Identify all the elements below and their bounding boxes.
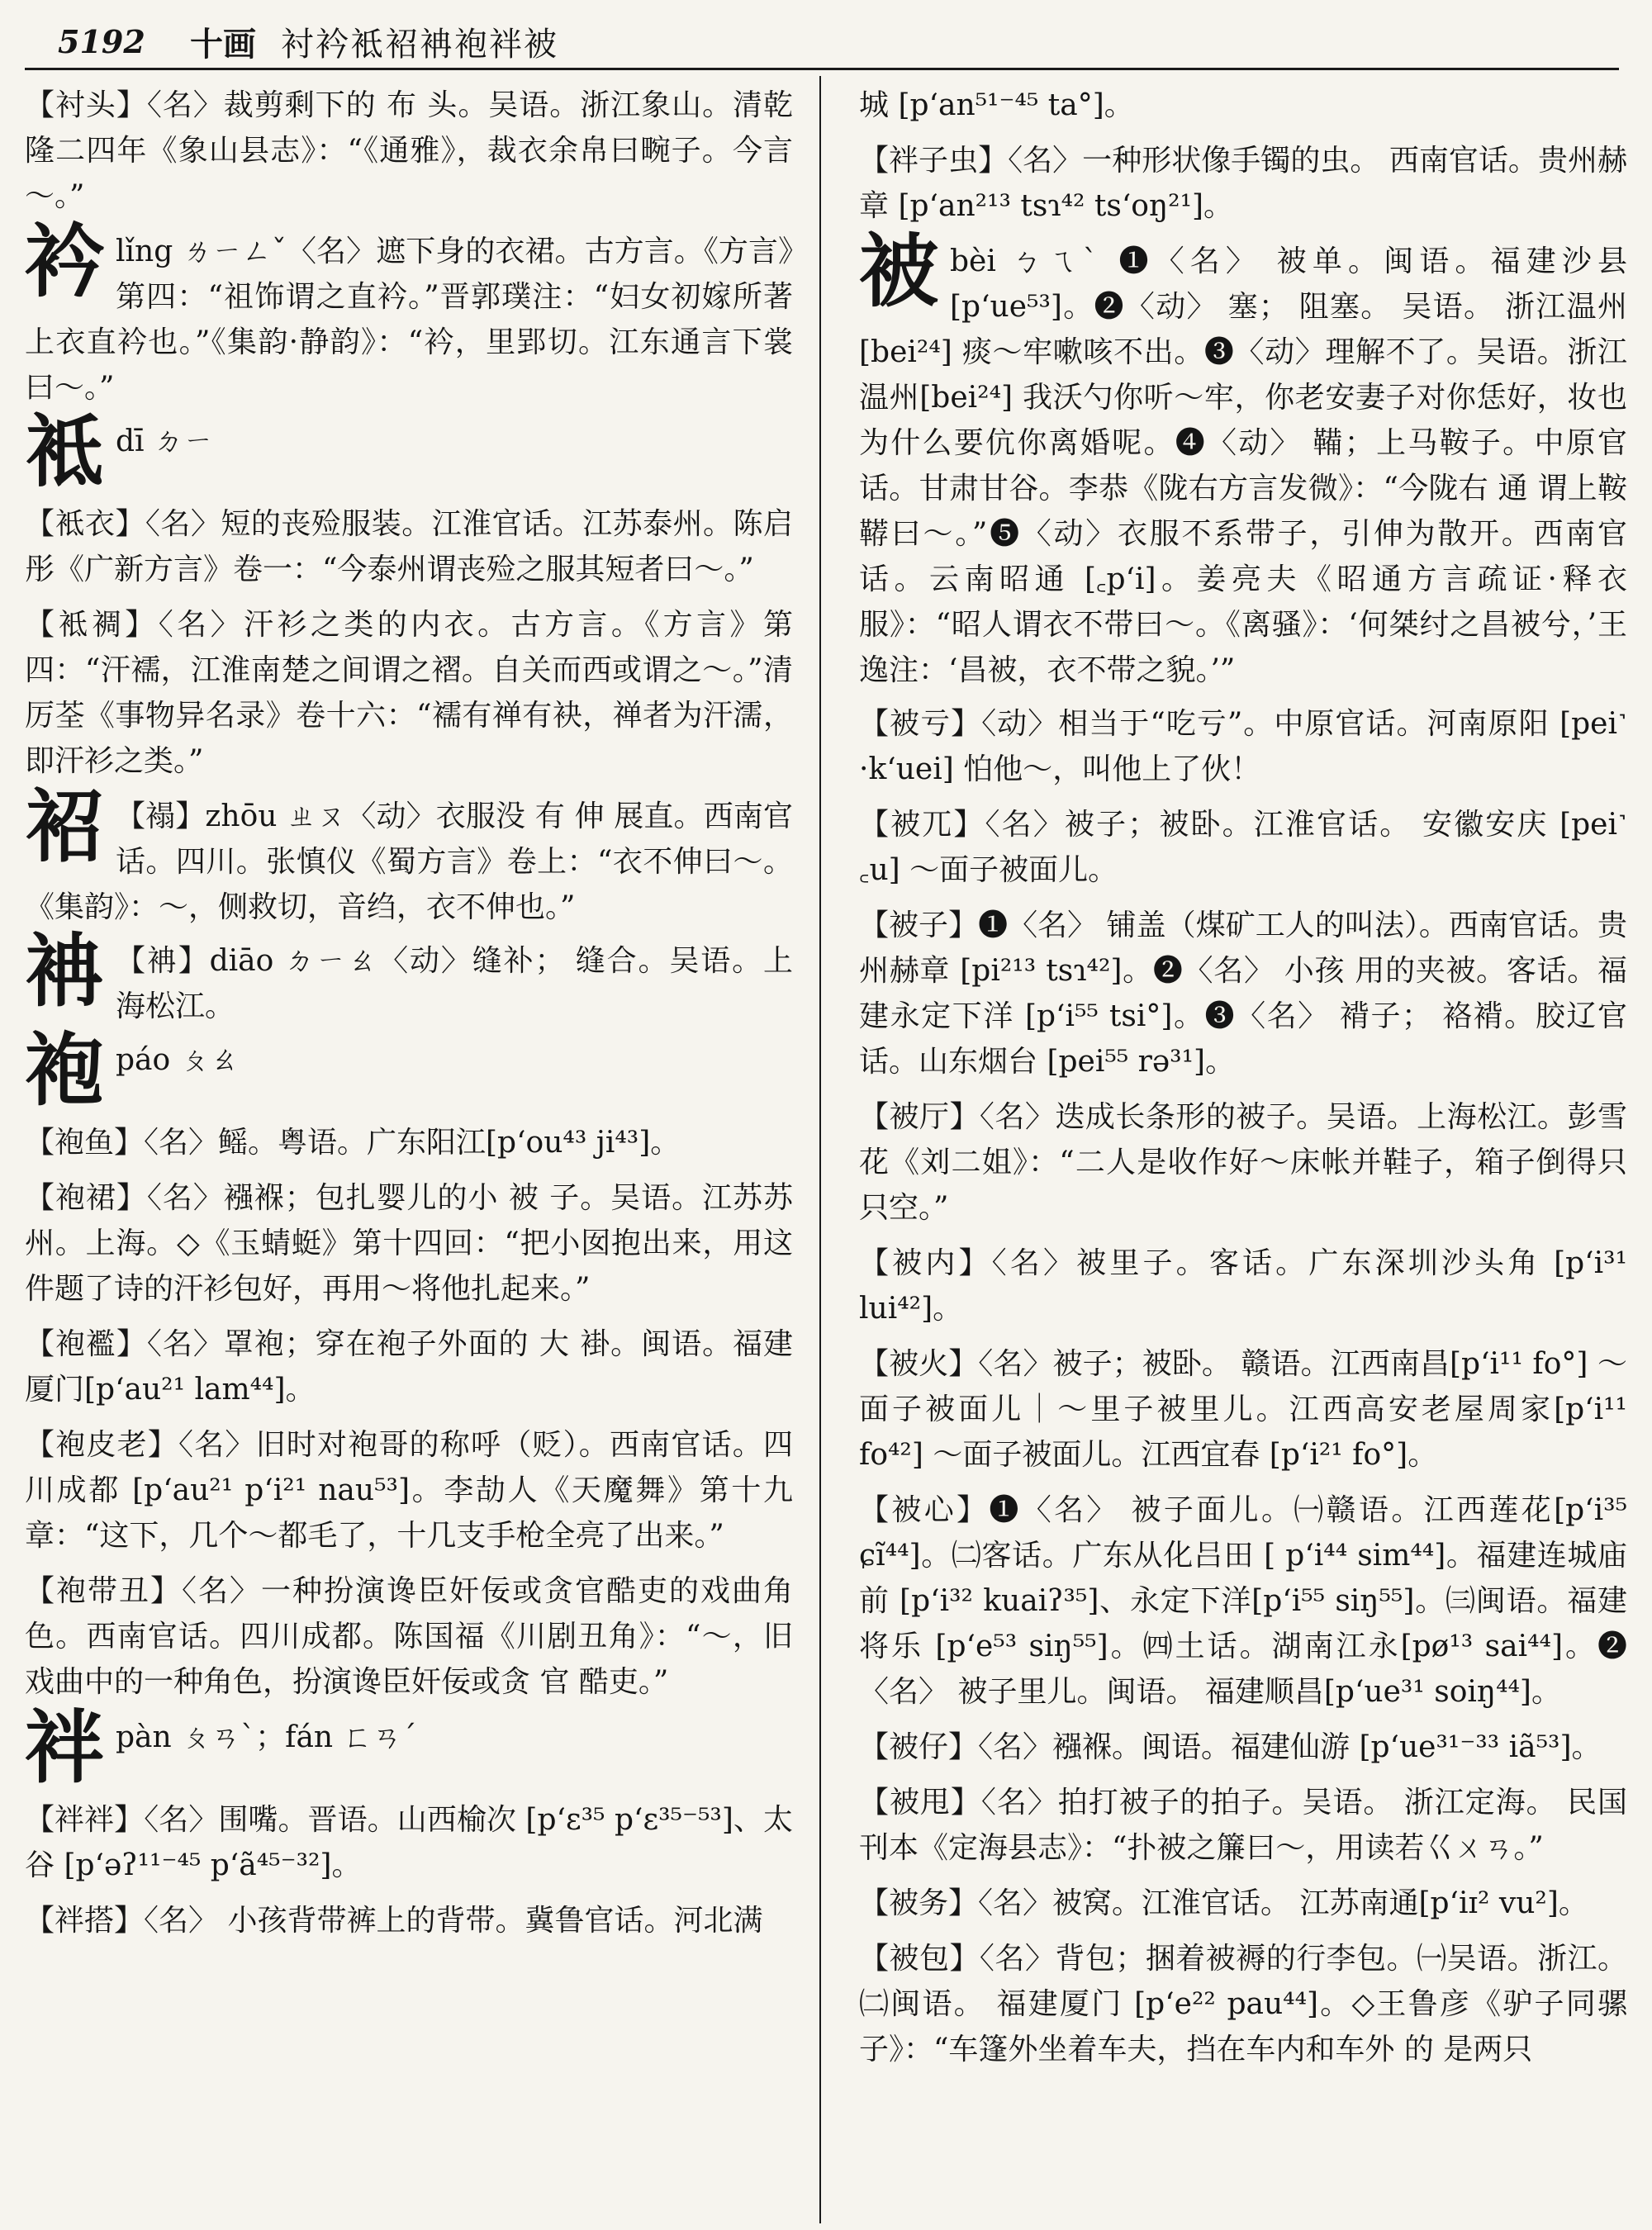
- header-characters: 衬衿袛袑袡袍袢被: [281, 25, 558, 64]
- head-character-definition: bèi ㄅㄟˋ ❶〈名〉 被单。闽语。福建沙县[p‘ue⁵³]。❷〈动〉 塞； 阻塞。 吴语。 浙江温州 [bei²⁴] 痰～牢嗽咳不出。❸〈动〉理解不了。吴语。浙江温州[bei²⁴] 我沃勺你听～牢，你老安妻子对你恁好，妆也为什么要伉你离婚呢。❹〈动〉 鞴；上马鞍子。中原官话。甘肃甘谷。李恭《陇右方言发微》：“今陇右 通 谓上鞍鞯曰～。”❺〈动〉衣服不系带子，引伸为散开。西南官话。云南昭通 [꜀p‘i]。姜亮夫《昭通方言疏证·释衣服》：“昭人谓衣不带曰～。《离骚》：‘何桀纣之昌被兮，’王逸注：‘昌被，衣不带之貌。’”: [859, 244, 1627, 687]
- head-character: 衿: [25, 215, 104, 308]
- dictionary-entry: 【衬头】〈名〉裁剪剩下的 布 头。吴语。浙江象山。清乾隆二四年《象山县志》：“《通雅》，裁衣余帛曰畹子。今言～。”: [25, 88, 793, 213]
- head-character: 袛: [25, 405, 104, 498]
- head-character: 袍: [25, 1023, 104, 1117]
- head-character-entry: [25, 1701, 793, 1794]
- head-character-entry: [25, 405, 793, 498]
- dictionary-entry: 【袢搭】〈名〉 小孩背带裤上的背带。冀鲁官话。河北满: [25, 1904, 763, 1938]
- head-character: 袑: [25, 780, 104, 873]
- head-character-entry: [859, 225, 1627, 693]
- right-column: [859, 83, 1627, 2082]
- page-header: [58, 17, 1611, 66]
- column-divider: [819, 76, 821, 2223]
- dictionary-entry: 【袍襤】〈名〉罩袍；穿在袍子外面的 大 褂。闽语。福建厦门[p‘au²¹ lam⁴⁴]。: [25, 1327, 793, 1407]
- page-number: 5192: [58, 22, 145, 60]
- dictionary-entry: 【袍裙】〈名〉襁褓；包扎婴儿的小 被 子。吴语。江苏苏州。上海。◇《玉蜻蜓》第十四回：“把小囡抱出来，用这件题了诗的汗衫包好，再用～将他扎起来。”: [25, 1181, 793, 1306]
- dictionary-entry: 【袛衣】〈名〉短的丧殓服装。江淮官话。江苏泰州。陈启彤《广新方言》卷一：“今泰州谓丧殓之服其短者曰～。”: [25, 507, 793, 586]
- radical-stroke-label: 十画: [190, 24, 256, 64]
- head-character: 被: [859, 225, 938, 318]
- header-rule: [25, 68, 1619, 70]
- dictionary-entry: 【被厅】〈名〉迭成长条形的被子。吴语。上海松江。彭雪花《刘二姐》：“二人是收作好～床帐并鞋子，箱子倒得只只空。”: [859, 1100, 1627, 1225]
- head-character-definition: lǐng ㄌㄧㄥˇ〈名〉遮下身的衣裙。古方言。《方言》第四：“祖饰谓之直衿。”晋郭璞注：“妇女初嫁所著上衣直衿也。”《集韵·静韵》：“衿，里郢切。江东通言下裳曰～。”: [25, 235, 793, 405]
- head-character-definition: páo ㄆㄠ: [116, 1043, 240, 1077]
- dictionary-entry: 【被心】❶〈名〉 被子面儿。㈠赣语。江西莲花[p‘i³⁵ ɕĩ⁴⁴]。㈡客话。广东从化吕田 [ p‘i⁴⁴ sim⁴⁴]。福建连城庙前 [p‘i³² kuaiʔ³⁵]、永定下洋[p‘i⁵⁵ siŋ⁵⁵]。㈢闽语。福建将乐 [p‘e⁵³ siŋ⁵⁵]。㈣土话。湖南江永[pø¹³ sai⁴⁴]。❷〈名〉 被子里儿。闽语。 福建顺昌[p‘ue³¹ soiŋ⁴⁴]。: [859, 1493, 1627, 1709]
- head-character-definition: 【袡】diāo ㄉㄧㄠ〈动〉缝补； 缝合。吴语。上海松江。: [116, 944, 793, 1023]
- head-character: 袡: [25, 924, 104, 1018]
- dictionary-entry: 【袍皮老】〈名〉旧时对袍哥的称呼（贬）。西南官话。四川成都 [p‘au²¹ p‘i²¹ nau⁵³]。李劼人《天魔舞》第十九章：“这下，几个～都毛了，十几支手枪全亮了出来。”: [25, 1428, 793, 1553]
- head-character-definition: dī ㄉㄧ: [116, 425, 214, 458]
- head-character-definition: pàn ㄆㄢˋ；fán ㄈㄢˊ: [116, 1720, 417, 1754]
- head-character-entry: [25, 1023, 793, 1117]
- dictionary-entry: 【袢袢】〈名〉围嘴。晋语。山西榆次 [p‘ɛ³⁵ p‘ɛ³⁵⁻⁵³]、太谷 [p‘əʔ¹¹⁻⁴⁵ p‘ã⁴⁵⁻³²]。: [25, 1803, 793, 1882]
- dictionary-entry: 【袍带丑】〈名〉一种扮演谗臣奸佞或贪官酷吏的戏曲角色。西南官话。四川成都。陈国福《川剧丑角》：“～，旧戏曲中的一种角色，扮演谗臣奸佞或贪 官 酷吏。”: [25, 1574, 793, 1699]
- dictionary-entry: 【被亏】〈动〉相当于“吃亏”。中原官话。河南原阳 [pei˺ ·k‘uei] 怕他～，叫他上了伙！: [859, 707, 1627, 786]
- dictionary-entry: 【被兀】〈名〉被子；被卧。江淮官话。 安徽安庆 [pei˺ ꜀u] ～面子被面儿。: [859, 808, 1627, 887]
- head-character-entry: [25, 924, 793, 1029]
- dictionary-entry: 【被务】〈名〉被窝。江淮官话。 江苏南通[p‘iɪ² vu²]。: [859, 1886, 1588, 1920]
- head-character-entry: [25, 780, 793, 930]
- dictionary-entry: 【被火】〈名〉被子；被卧。 赣语。江西南昌[p‘i¹¹ fo°] ～面子被面儿｜～里子被里儿。江西高安老屋周家[p‘i¹¹ fo⁴²] ～面子被面儿。江西宜春 [p‘i²¹ fo°]。: [859, 1347, 1627, 1472]
- dictionary-entry: 【被包】〈名〉背包；捆着被褥的行李包。㈠吴语。浙江。㈡闽语。 福建厦门 [p‘e²² pau⁴⁴]。◇王鲁彦《驴子同骡子》：“车篷外坐着车夫，挡在车内和车外 的 是两只: [859, 1942, 1627, 2066]
- dictionary-entry: 【袛裯】〈名〉汗衫之类的内衣。古方言。《方言》第四：“汗襦，江淮南楚之间谓之褶。自关而西或谓之～。”清厉荃《事物异名录》卷十六：“襦有禅有袂，禅者为汗濡，即汗衫之类。”: [25, 608, 793, 778]
- dictionary-entry: 【被甩】〈名〉拍打被子的拍子。吴语。 浙江定海。 民国刊本《定海县志》：“扑被之簾曰～，用读若巜ㄨㄢ。”: [859, 1786, 1627, 1865]
- dictionary-entry: 【被子】❶〈名〉 铺盖（煤矿工人的叫法）。西南官话。贵州赫章 [pi²¹³ tsɿ⁴²]。❷〈名〉 小孩 用的夹被。客话。福建永定下洋 [p‘i⁵⁵ tsi°]。❸〈名〉 褙子； 袼褙。胶辽官话。山东烟台 [pei⁵⁵ rə³¹]。: [859, 909, 1627, 1079]
- dictionary-entry: 【被内】〈名〉被里子。客话。广东深圳沙头角 [p‘i³¹ lui⁴²]。: [859, 1246, 1627, 1326]
- dictionary-entry: 城 [p‘an⁵¹⁻⁴⁵ ta°]。: [859, 88, 1134, 122]
- dictionary-entry: 【被仔】〈名〉襁褓。闽语。福建仙游 [p‘ue³¹⁻³³ iã⁵³]。: [859, 1730, 1602, 1764]
- dictionary-entry: 【袢子虫】〈名〉一种形状像手镯的虫。 西南官话。贵州赫章 [p‘an²¹³ tsɿ⁴² ts‘oŋ²¹]。: [859, 144, 1627, 223]
- left-column: [25, 83, 793, 1953]
- head-character-entry: [25, 215, 793, 410]
- head-character-definition: 【褟】zhōu ㄓㄡ〈动〉衣服没 有 伸 展直。西南官话。四川。张慎仪《蜀方言》卷上：“衣不伸曰～。《集韵》：～，侧救切，音绉，衣不伸也。”: [25, 799, 793, 924]
- head-character: 袢: [25, 1701, 104, 1794]
- dictionary-entry: 【袍鱼】〈名〉鳐。粤语。广东阳江[p‘ou⁴³ ji⁴³]。: [25, 1126, 681, 1160]
